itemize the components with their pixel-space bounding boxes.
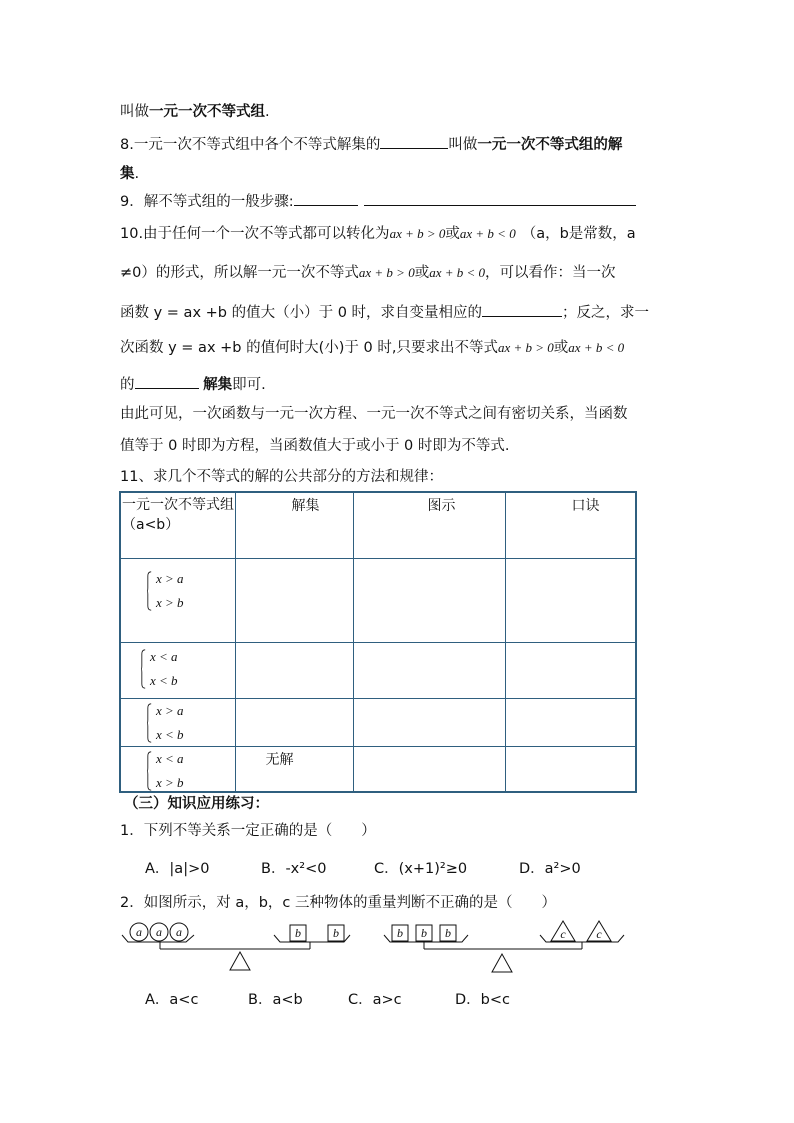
- solution-cell[interactable]: 无解: [235, 746, 353, 792]
- term-bold: 解集: [203, 377, 233, 393]
- math-expr: ax + b < 0: [568, 340, 625, 355]
- mnemonic-cell[interactable]: [505, 642, 636, 698]
- question-2: 2．如图所示，对 a，b，c 三种物体的重量判断不正确的是（ ）: [120, 895, 557, 911]
- math-expr: ax + b > 0: [497, 340, 554, 355]
- header-cell: 一元一次不等式组（a<b）: [120, 492, 235, 558]
- system-cell: [120, 558, 235, 642]
- system-cell: [120, 642, 235, 698]
- label-b: b: [295, 926, 301, 940]
- label-b: b: [421, 926, 427, 940]
- text: 即可.: [232, 377, 266, 393]
- answer-blank[interactable]: [294, 191, 358, 206]
- term-bold: 一元一次不等式组: [149, 104, 265, 120]
- text: 或: [414, 265, 430, 281]
- text: ≠0）的形式，所以解一元一次不等式: [120, 265, 359, 281]
- brace-icon: [147, 699, 152, 747]
- item-10-line-5: [120, 374, 266, 395]
- mnemonic-cell[interactable]: [505, 746, 636, 792]
- brace-icon: [147, 567, 152, 615]
- inequality-system: [147, 567, 184, 615]
- label-c: c: [596, 927, 602, 941]
- diagram-cell[interactable]: [353, 746, 505, 792]
- text: .: [134, 166, 140, 182]
- item-10-line-4: [120, 338, 624, 358]
- solution-cell[interactable]: [235, 558, 353, 642]
- table-row: [120, 698, 636, 746]
- text: ；反之，求一: [562, 305, 650, 321]
- header-cell: 图示: [353, 492, 505, 558]
- text: （a，b是常数，a: [521, 226, 636, 242]
- text: 的: [120, 377, 135, 393]
- option-b[interactable]: B．-x²<0: [261, 861, 327, 877]
- item-9: [120, 191, 636, 212]
- table-row: [120, 558, 636, 642]
- inequality-system: [147, 699, 184, 747]
- mnemonic-cell[interactable]: [505, 698, 636, 746]
- math-expr: ax + b < 0: [429, 265, 486, 280]
- label-b: b: [397, 926, 403, 940]
- table-header-row: [120, 492, 636, 558]
- item-10-line-3: [120, 302, 649, 323]
- item-10: [120, 224, 636, 244]
- item-10-line-2: [120, 263, 616, 283]
- question-1: 1．下列不等关系一定正确的是（ ）: [120, 823, 376, 839]
- term-bold: 集: [120, 166, 135, 182]
- label-c: c: [560, 927, 566, 941]
- table-row: [120, 746, 636, 792]
- label-b: b: [333, 926, 339, 940]
- mnemonic-cell[interactable]: [505, 558, 636, 642]
- header-cell: 解集: [235, 492, 353, 558]
- text: 8.一元一次不等式组中各个不等式解集的: [120, 137, 381, 153]
- answer-blank[interactable]: [380, 134, 448, 149]
- inequality: x > b: [156, 774, 184, 790]
- text: 叫做: [448, 137, 478, 153]
- text: ，可以看作：当一次: [485, 265, 616, 281]
- option-c[interactable]: C．a>c: [348, 992, 402, 1008]
- math-expr: ax + b > 0: [358, 265, 415, 280]
- item-8: [120, 134, 622, 155]
- text: 叫做: [120, 104, 149, 120]
- text: .: [265, 104, 270, 120]
- option-b[interactable]: B．a<b: [248, 992, 303, 1008]
- table-row: [120, 642, 636, 698]
- inequality: x > a: [156, 702, 184, 718]
- text: 或: [445, 226, 460, 242]
- solution-cell[interactable]: [235, 642, 353, 698]
- text: 或: [553, 340, 569, 356]
- label-a: a: [156, 925, 162, 939]
- inequality: x < a: [150, 648, 178, 664]
- inequality: x < b: [156, 726, 184, 742]
- inequality: x < a: [156, 750, 184, 766]
- term-bold: 一元一次不等式组的解: [477, 137, 623, 153]
- label-a: a: [136, 925, 142, 939]
- label-a: a: [176, 925, 182, 939]
- option-a[interactable]: A．a<c: [145, 992, 199, 1008]
- text: 次函数 y = ax +b 的值何时大(小)于 0 时,只要求出不等式: [120, 340, 498, 356]
- header-cell: 口诀: [505, 492, 636, 558]
- inequality: x > a: [156, 570, 184, 586]
- text: 9．解不等式组的一般步骤:: [120, 194, 294, 210]
- diagram-cell[interactable]: [353, 698, 505, 746]
- inequality-system: [147, 747, 184, 795]
- paragraph-line-1: 由此可见，一次函数与一元一次方程、一元一次不等式之间有密切关系，当函数: [120, 406, 628, 422]
- balance-scale-right: [384, 921, 624, 972]
- option-a[interactable]: A．|a|>0: [145, 861, 210, 877]
- brace-icon: [147, 747, 152, 795]
- text: 函数 y = ax +b 的值大（小）于 0 时，求自变量相应的: [120, 305, 483, 321]
- system-cell: [120, 698, 235, 746]
- item-8-cont: [120, 164, 139, 184]
- item-11: 11、求几个不等式的解的公共部分的方法和规律：: [120, 469, 443, 485]
- inequality: x > b: [156, 594, 184, 610]
- answer-blank[interactable]: [135, 374, 199, 389]
- system-cell: [120, 746, 235, 792]
- option-d[interactable]: D．a²>0: [519, 861, 581, 877]
- paragraph-line-2: 值等于 0 时即为方程，当函数值大于或小于 0 时即为不等式.: [120, 438, 510, 454]
- balance-figure: [118, 918, 628, 978]
- solution-cell[interactable]: [235, 698, 353, 746]
- diagram-cell[interactable]: [353, 642, 505, 698]
- option-d[interactable]: D．b<c: [455, 992, 510, 1008]
- inequality-table: [119, 491, 637, 793]
- answer-blank[interactable]: [482, 302, 562, 317]
- option-c[interactable]: C．(x+1)²≥0: [374, 861, 468, 877]
- label-b: b: [445, 926, 451, 940]
- answer-blank[interactable]: [364, 191, 636, 206]
- diagram-cell[interactable]: [353, 558, 505, 642]
- inequality: x < b: [150, 672, 178, 688]
- math-expr: ax + b > 0: [389, 226, 446, 241]
- brace-icon: [141, 645, 146, 693]
- math-expr: ax + b < 0: [459, 226, 516, 241]
- line-1: [120, 102, 270, 122]
- inequality-system: [141, 645, 178, 693]
- text: 10.由于任何一个一次不等式都可以转化为: [120, 226, 390, 242]
- section-heading: （三）知识应用练习：: [124, 796, 269, 812]
